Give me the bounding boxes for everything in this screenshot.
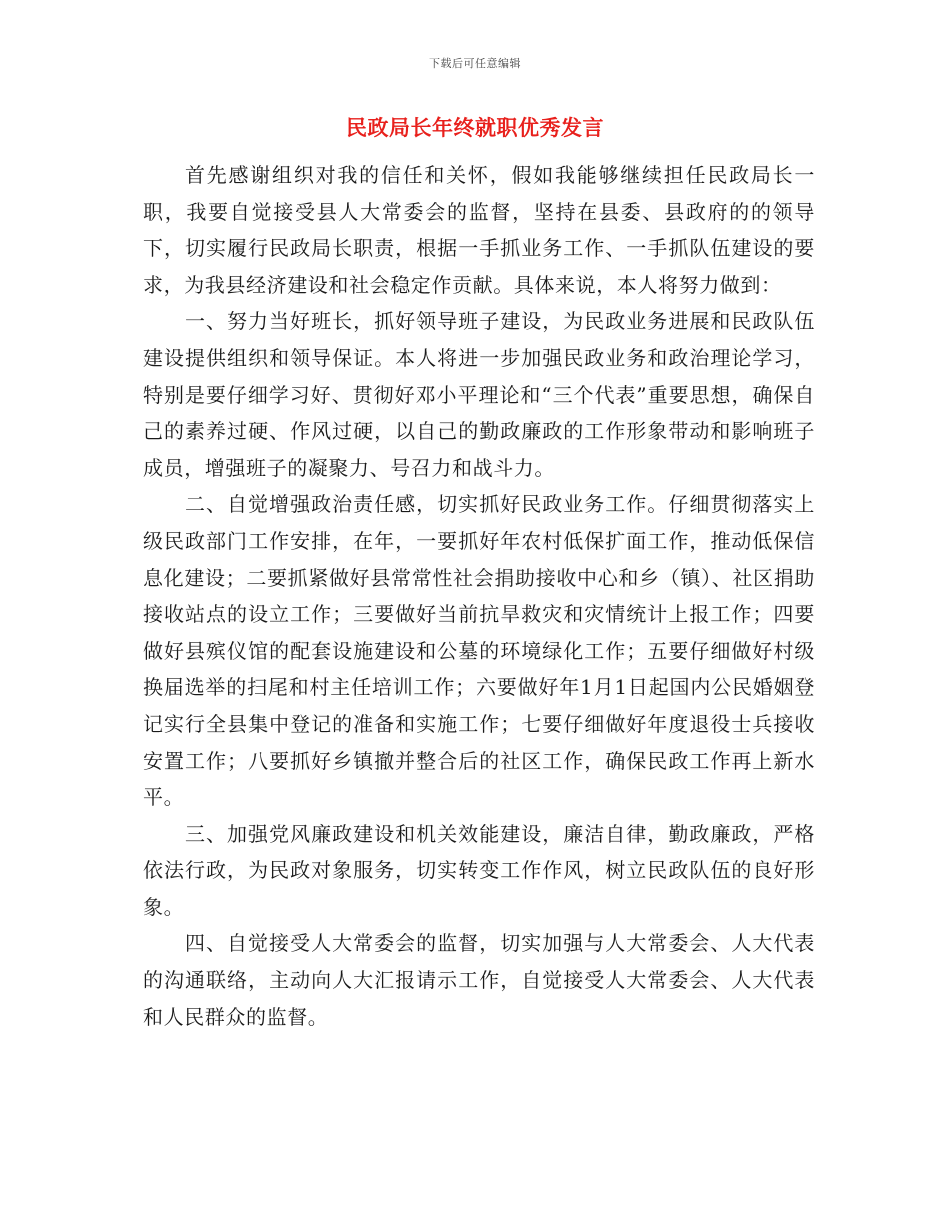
document-title: 民政局长年终就职优秀发言	[346, 115, 604, 140]
document-body	[143, 157, 815, 1035]
paragraph-point-4: 四、自觉接受人大常委会的监督，切实加强与人大常委会、人大代表的沟通联络，主动向人大汇报请示工作，自觉接受人大常委会、人大代表和人民群众的监督。	[143, 931, 815, 1029]
paragraph-point-3: 三、加强党风廉政建设和机关效能建设，廉洁自律，勤政廉政，严格依法行政，为民政对象服务，切实转变工作作风，树立民政队伍的良好形象。	[143, 821, 815, 919]
paragraph-point-1: 一、努力当好班长，抓好领导班子建设，为民政业务进展和民政队伍建设提供组织和领导保证。本人将进一步加强民政业务和政治理论学习，特别是要仔细学习好、贯彻好邓小平理论和“三个代表”重要思想，确保自己的素养过硬、作风过硬，以自己的勤政廉政的工作形象带动和影响班子成员，增强班子的凝聚力、号召力和战斗力。	[143, 309, 815, 480]
header-note: 下载后可任意编辑	[429, 57, 521, 70]
paragraph-intro: 首先感谢组织对我的信任和关怀，假如我能够继续担任民政局长一职，我要自觉接受县人大常委会的监督，坚持在县委、县政府的的领导下，切实履行民政局长职责，根据一手抓业务工作、一手抓队伍建设的要求，为我县经济建设和社会稳定作贡献。具体来说，本人将努力做到：	[143, 163, 815, 297]
paragraph-point-2: 二、自觉增强政治责任感，切实抓好民政业务工作。仔细贯彻落实上级民政部门工作安排，在年，一要抓好年农村低保扩面工作，推动低保信息化建设；二要抓紧做好县常常性社会捐助接收中心和乡（镇）、社区捐助接收站点的设立工作；三要做好当前抗旱救灾和灾情统计上报工作；四要做好县殡仪馆的配套设施建设和公墓的环境绿化工作；五要仔细做好村级换届选举的扫尾和村主任培训工作；六要做好年1月1日起国内公民婚姻登记实行全县集中登记的准备和实施工作；七要仔细做好年度退役士兵接收安置工作；八要抓好乡镇撤并整合后的社区工作，确保民政工作再上新水平。	[143, 492, 815, 810]
